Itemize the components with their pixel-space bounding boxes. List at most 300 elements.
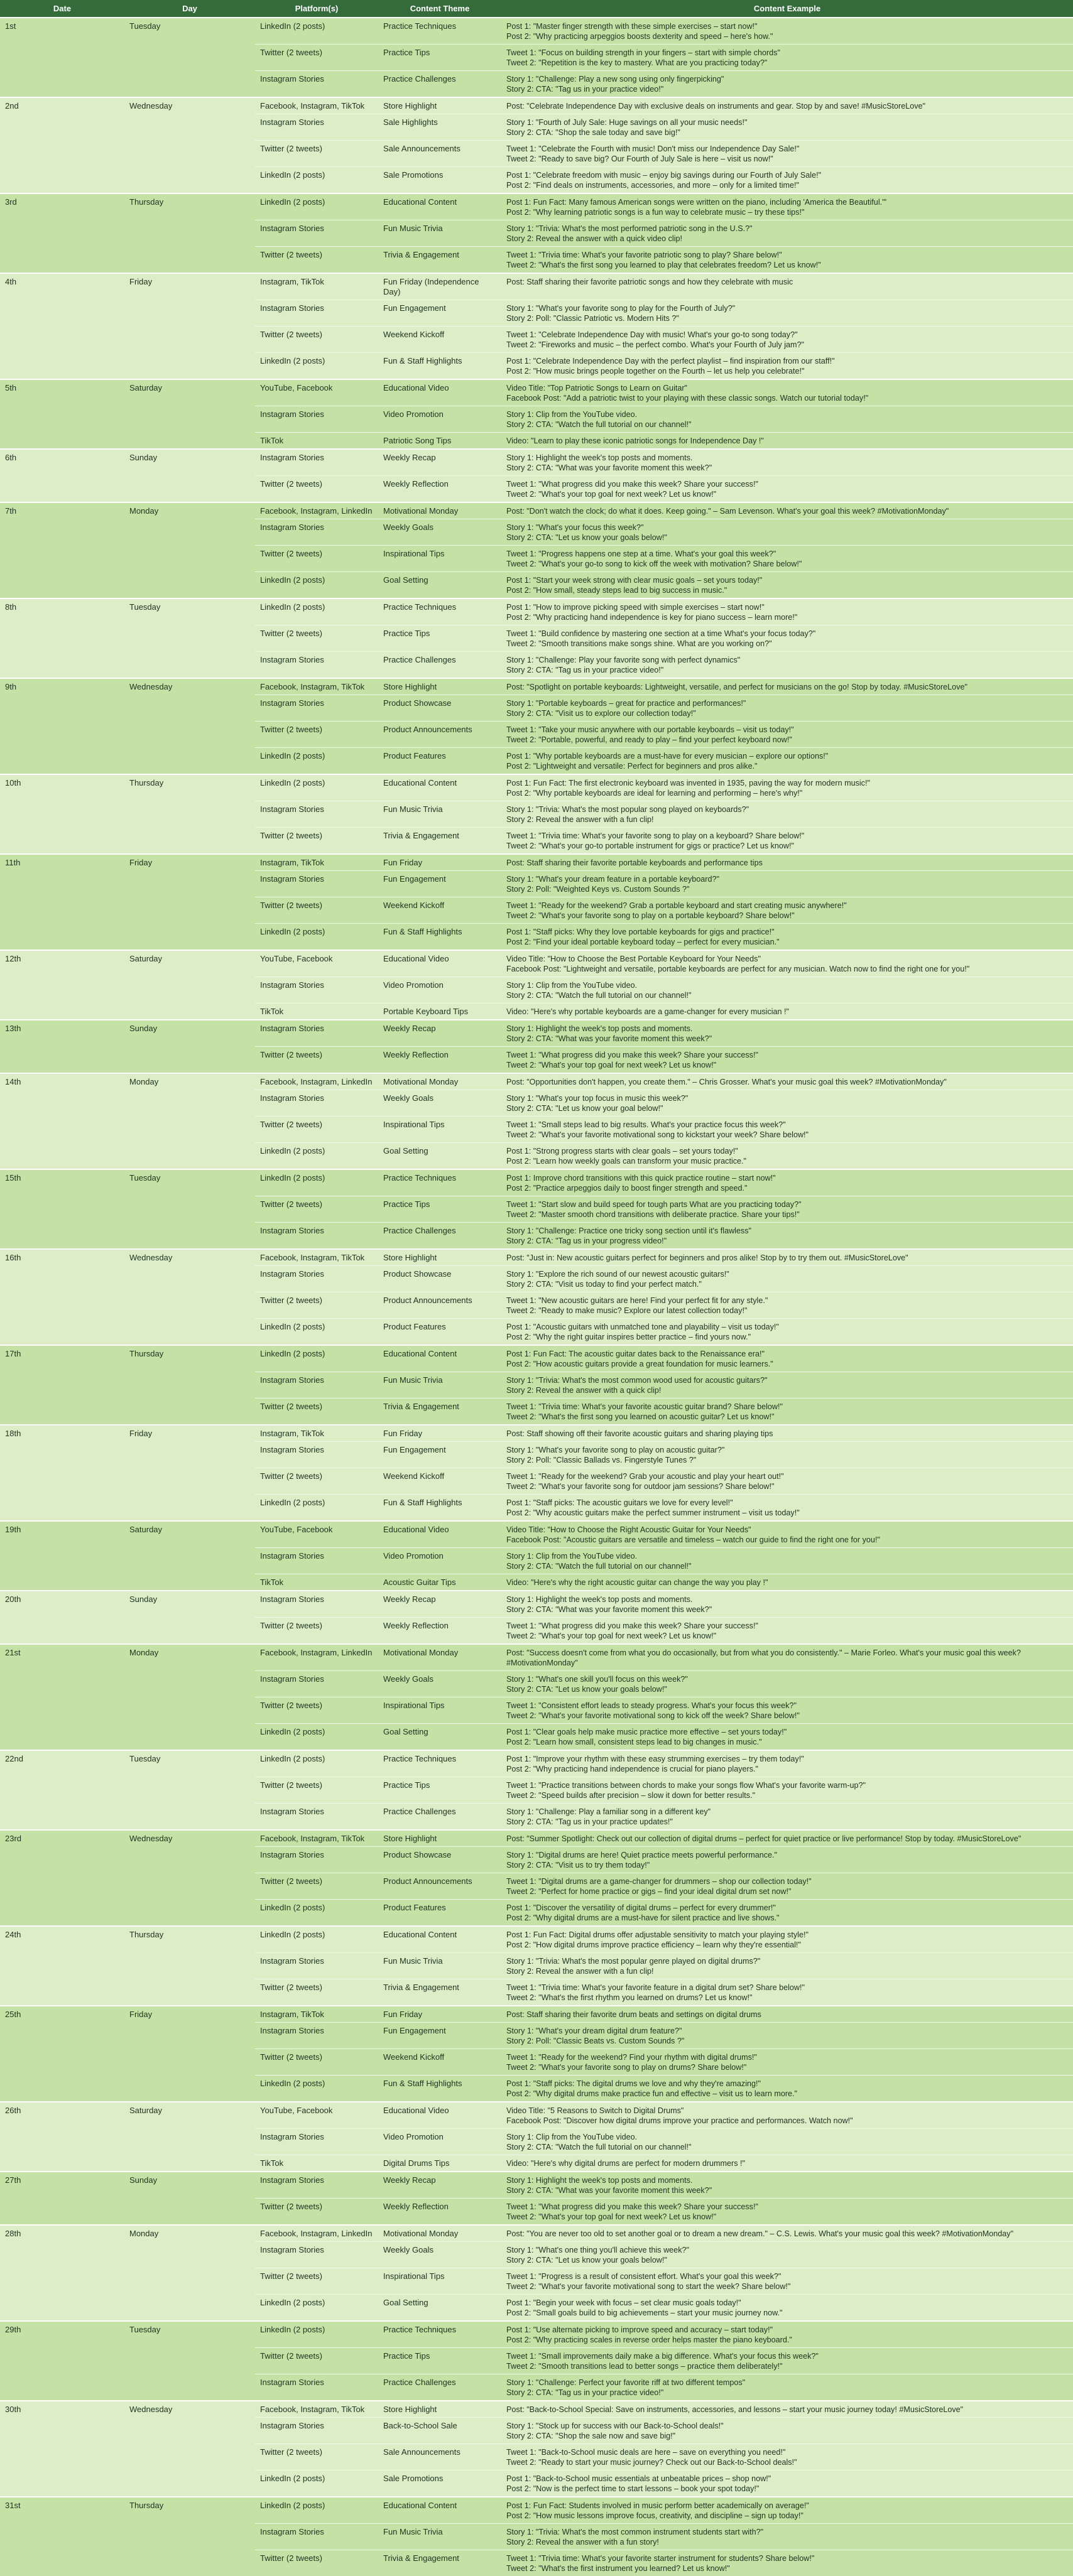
- date-cell: [0, 1979, 124, 2006]
- theme-cell: Weekly Goals: [378, 1671, 501, 1697]
- day-cell: [124, 801, 255, 828]
- platform-cell: Instagram Stories: [255, 406, 378, 433]
- theme-cell: Product Showcase: [378, 1847, 501, 1873]
- example-cell: Post 1: Fun Fact: Digital drums offer adjustable sensitivity to match your playing style!" Post 2: "How digital drums improve practice efficiency – learn why they're essential!": [501, 1926, 1073, 1953]
- example-cell: Story 1: Clip from the YouTube video. Story 2: CTA: "Watch the full tutorial on our channel!": [501, 406, 1073, 433]
- example-cell: Tweet 1: "What progress did you make this week? Share your success!" Tweet 2: "What's your top goal for next week? Let us know!": [501, 476, 1073, 503]
- day-cell: [124, 2049, 255, 2075]
- day-cell: [124, 2444, 255, 2470]
- example-cell: Tweet 1: "Trivia time: What's your favorite feature in a digital drum set? Share below!" Tweet 2: "What's the first rhythm you learned on drums? Let us know!": [501, 1979, 1073, 2006]
- date-cell: 22nd: [0, 1750, 124, 1777]
- example-cell: Story 1: "Challenge: Play your favorite song with perfect dynamics" Story 2: CTA: "Tag us in your practice video!": [501, 652, 1073, 679]
- example-cell: Tweet 1: "Progress is a result of consistent effort. What's your goal this week?" Tweet 2: "What's your favorite motivational song to start the week? Share below!": [501, 2268, 1073, 2295]
- table-row: [0, 1004, 1073, 1020]
- platform-cell: Instagram Stories: [255, 977, 378, 1004]
- day-cell: [124, 1697, 255, 1724]
- date-cell: 5th: [0, 379, 124, 406]
- date-cell: [0, 1671, 124, 1697]
- date-cell: [0, 546, 124, 572]
- date-cell: 11th: [0, 854, 124, 871]
- theme-cell: Sale Highlights: [378, 114, 501, 141]
- day-cell: Friday: [124, 854, 255, 871]
- theme-cell: Goal Setting: [378, 1724, 501, 1751]
- example-cell: Post: Staff showing off their favorite acoustic guitars and sharing playing tips: [501, 1425, 1073, 1442]
- day-cell: [124, 45, 255, 71]
- platform-cell: Instagram Stories: [255, 652, 378, 679]
- day-cell: Saturday: [124, 2102, 255, 2129]
- table-row: [0, 924, 1073, 951]
- table-row: [0, 1495, 1073, 1522]
- header-content-example: Content Example: [501, 0, 1073, 18]
- platform-cell: Instagram Stories: [255, 1591, 378, 1618]
- date-cell: 8th: [0, 598, 124, 625]
- date-cell: [0, 1777, 124, 1804]
- example-cell: Video: "Here's why portable keyboards are a game-changer for every musician !": [501, 1004, 1073, 1020]
- theme-cell: Educational Video: [378, 2102, 501, 2129]
- date-cell: [0, 1319, 124, 1346]
- table-row: [0, 1521, 1073, 1548]
- theme-cell: Fun Friday: [378, 1425, 501, 1442]
- platform-cell: Twitter (2 tweets): [255, 1777, 378, 1804]
- theme-cell: Motivational Monday: [378, 2225, 501, 2242]
- example-cell: Story 1: "What's your top focus in music this week?" Story 2: CTA: "Let us know your goal below!": [501, 1090, 1073, 1117]
- table-row: [0, 1020, 1073, 1047]
- theme-cell: Sale Announcements: [378, 2444, 501, 2470]
- theme-cell: Weekly Recap: [378, 449, 501, 476]
- day-cell: [124, 2268, 255, 2295]
- day-cell: [124, 247, 255, 274]
- day-cell: [124, 1847, 255, 1873]
- platform-cell: Twitter (2 tweets): [255, 828, 378, 855]
- date-cell: [0, 572, 124, 599]
- platform-cell: LinkedIn (2 posts): [255, 572, 378, 599]
- date-cell: [0, 220, 124, 247]
- platform-cell: TikTok: [255, 1574, 378, 1591]
- example-cell: Story 1: "Trivia: What's the most performed patriotic song in the U.S.?" Story 2: Reveal the answer with a quick video clip!: [501, 220, 1073, 247]
- date-cell: [0, 1090, 124, 1117]
- table-row: [0, 652, 1073, 679]
- table-row: [0, 1724, 1073, 1751]
- day-cell: [124, 977, 255, 1004]
- table-row: [0, 1548, 1073, 1574]
- theme-cell: Fun Engagement: [378, 2023, 501, 2049]
- date-cell: [0, 2199, 124, 2226]
- platform-cell: Instagram Stories: [255, 1548, 378, 1574]
- theme-cell: Fun Engagement: [378, 871, 501, 897]
- theme-cell: Weekend Kickoff: [378, 2049, 501, 2075]
- platform-cell: Instagram, TikTok: [255, 273, 378, 300]
- platform-cell: Instagram, TikTok: [255, 1425, 378, 1442]
- theme-cell: Goal Setting: [378, 2295, 501, 2322]
- platform-cell: LinkedIn (2 posts): [255, 1926, 378, 1953]
- table-row: [0, 1425, 1073, 1442]
- table-row: [0, 1953, 1073, 1979]
- theme-cell: Educational Content: [378, 774, 501, 801]
- date-cell: [0, 652, 124, 679]
- example-cell: Story 1: Highlight the week's top posts and moments. Story 2: CTA: "What was your favorite moment this week?": [501, 2172, 1073, 2199]
- date-cell: 6th: [0, 449, 124, 476]
- day-cell: [124, 572, 255, 599]
- date-cell: [0, 1804, 124, 1831]
- example-cell: Story 1: "What's one skill you'll focus on this week?" Story 2: CTA: "Let us know your goals below!": [501, 1671, 1073, 1697]
- date-cell: [0, 1847, 124, 1873]
- day-cell: Saturday: [124, 1521, 255, 1548]
- date-cell: [0, 828, 124, 855]
- theme-cell: Practice Challenges: [378, 1223, 501, 1250]
- platform-cell: Facebook, Instagram, TikTok: [255, 1249, 378, 1266]
- theme-cell: Educational Content: [378, 193, 501, 220]
- theme-cell: Fun Music Trivia: [378, 1953, 501, 1979]
- table-row: [0, 2023, 1073, 2049]
- date-cell: [0, 1468, 124, 1495]
- table-row: [0, 45, 1073, 71]
- theme-cell: Goal Setting: [378, 572, 501, 599]
- date-cell: 9th: [0, 678, 124, 695]
- theme-cell: Educational Video: [378, 1521, 501, 1548]
- table-row: [0, 97, 1073, 114]
- day-cell: Wednesday: [124, 678, 255, 695]
- table-row: [0, 2155, 1073, 2172]
- table-row: [0, 193, 1073, 220]
- header-day: Day: [124, 0, 255, 18]
- table-row: [0, 519, 1073, 546]
- platform-cell: Twitter (2 tweets): [255, 2444, 378, 2470]
- day-cell: [124, 71, 255, 98]
- table-row: [0, 2497, 1073, 2524]
- table-row: [0, 1319, 1073, 1346]
- table-row: [0, 1926, 1073, 1953]
- example-cell: Tweet 1: "Trivia time: What's your favorite starter instrument for students? Share below!" Tweet 2: "What's the first instrument you learned? Let us know!": [501, 2550, 1073, 2576]
- day-cell: [124, 1047, 255, 1074]
- date-cell: [0, 625, 124, 652]
- platform-cell: Instagram Stories: [255, 801, 378, 828]
- table-row: [0, 598, 1073, 625]
- theme-cell: Educational Content: [378, 2497, 501, 2524]
- example-cell: Video Title: "How to Choose the Best Portable Keyboard for Your Needs" Facebook Post: "Lightweight and versatile, portable keyboards are perfect for any musician. Watch now to find the right one for you!": [501, 950, 1073, 977]
- example-cell: Post 1: "Start your week strong with clear music goals – set yours today!" Post 2: "How small, steady steps lead to big success in music.": [501, 572, 1073, 599]
- platform-cell: Instagram Stories: [255, 2418, 378, 2444]
- table-row: [0, 18, 1073, 45]
- platform-cell: Twitter (2 tweets): [255, 897, 378, 924]
- date-cell: 23rd: [0, 1830, 124, 1847]
- example-cell: Story 1: "Portable keyboards – great for practice and performances!" Story 2: CTA: "Visit us to explore our collection today!": [501, 695, 1073, 722]
- day-cell: [124, 1004, 255, 1020]
- table-row: [0, 2242, 1073, 2268]
- date-cell: [0, 1004, 124, 1020]
- date-cell: [0, 2550, 124, 2576]
- table-row: [0, 678, 1073, 695]
- example-cell: Post 1: "Back-to-School music essentials at unbeatable prices – shop now!" Post 2: "Now is the perfect time to start lessons – book your spot today!": [501, 2470, 1073, 2498]
- date-cell: 18th: [0, 1425, 124, 1442]
- platform-cell: Instagram Stories: [255, 1671, 378, 1697]
- table-row: [0, 897, 1073, 924]
- theme-cell: Fun Music Trivia: [378, 2524, 501, 2550]
- theme-cell: Fun Friday: [378, 2006, 501, 2023]
- date-cell: [0, 897, 124, 924]
- date-cell: 14th: [0, 1073, 124, 1090]
- table-row: [0, 1073, 1073, 1090]
- table-row: [0, 2470, 1073, 2498]
- day-cell: [124, 1442, 255, 1468]
- example-cell: Story 1: "Trivia: What's the most common instrument students start with?" Story 2: Reveal the answer with a fun story!: [501, 2524, 1073, 2550]
- example-cell: Post 1: "Why portable keyboards are a must-have for every musician – explore our options!" Post 2: "Lightweight and versatile: Perfect for beginners and pros alike.": [501, 748, 1073, 775]
- table-row: [0, 449, 1073, 476]
- day-cell: Sunday: [124, 2172, 255, 2199]
- date-cell: [0, 300, 124, 327]
- table-row: [0, 1292, 1073, 1319]
- theme-cell: Fun & Staff Highlights: [378, 2075, 501, 2102]
- theme-cell: Product Showcase: [378, 1266, 501, 1292]
- date-cell: [0, 1900, 124, 1927]
- day-cell: [124, 2295, 255, 2322]
- platform-cell: Twitter (2 tweets): [255, 141, 378, 167]
- date-cell: [0, 1442, 124, 1468]
- date-cell: [0, 406, 124, 433]
- theme-cell: Weekly Reflection: [378, 1047, 501, 1074]
- example-cell: Post 1: "Staff picks: Why they love portable keyboards for gigs and practice!" Post 2: "Find your ideal portable keyboard today – perfect for every musician.": [501, 924, 1073, 951]
- table-row: [0, 353, 1073, 380]
- example-cell: Post 1: "Improve your rhythm with these easy strumming exercises – try them today!" Post 2: "Why practicing hand independence is crucial for piano players.": [501, 1750, 1073, 1777]
- date-cell: [0, 1697, 124, 1724]
- example-cell: Tweet 1: "Focus on building strength in your fingers – start with simple chords" Tweet 2: "Repetition is the key to mastery. What are you practicing today?": [501, 45, 1073, 71]
- platform-cell: LinkedIn (2 posts): [255, 353, 378, 380]
- platform-cell: YouTube, Facebook: [255, 950, 378, 977]
- platform-cell: Instagram Stories: [255, 2172, 378, 2199]
- example-cell: Post: Staff sharing their favorite patriotic songs and how they celebrate with music: [501, 273, 1073, 300]
- theme-cell: Weekly Recap: [378, 2172, 501, 2199]
- header-date: Date: [0, 0, 124, 18]
- platform-cell: Instagram Stories: [255, 1847, 378, 1873]
- day-cell: [124, 1468, 255, 1495]
- date-cell: [0, 2348, 124, 2374]
- theme-cell: Inspirational Tips: [378, 1697, 501, 1724]
- example-cell: Post 1: "How to improve picking speed with simple exercises – start now!" Post 2: "Why practicing hand independence is key for piano success – learn more!": [501, 598, 1073, 625]
- day-cell: [124, 1223, 255, 1250]
- day-cell: [124, 300, 255, 327]
- date-cell: [0, 327, 124, 353]
- platform-cell: Twitter (2 tweets): [255, 476, 378, 503]
- example-cell: Post 1: "Clear goals help make music practice more effective – set yours today!" Post 2: "Learn how small, consistent steps lead to big changes in music.": [501, 1724, 1073, 1751]
- theme-cell: Practice Tips: [378, 2348, 501, 2374]
- example-cell: Story 1: "Challenge: Play a new song using only fingerpicking" Story 2: CTA: "Tag us in your practice video!": [501, 71, 1073, 98]
- day-cell: Wednesday: [124, 2401, 255, 2418]
- table-row: [0, 476, 1073, 503]
- example-cell: Story 1: "What's one thing you'll achieve this week?" Story 2: CTA: "Let us know your goals below!": [501, 2242, 1073, 2268]
- date-cell: [0, 2418, 124, 2444]
- theme-cell: Educational Video: [378, 950, 501, 977]
- example-cell: Tweet 1: "What progress did you make this week? Share your success!" Tweet 2: "What's your top goal for next week? Let us know!": [501, 1618, 1073, 1645]
- example-cell: Story 1: "What's your favorite song to play for the Fourth of July?" Story 2: Poll: "Classic Patriotic vs. Modern Hits ?": [501, 300, 1073, 327]
- table-row: [0, 114, 1073, 141]
- example-cell: Story 1: "Challenge: Perfect your favorite riff at two different tempos" Story 2: CTA: "Tag us in your practice video!": [501, 2374, 1073, 2401]
- day-cell: [124, 406, 255, 433]
- example-cell: Post: "You are never too old to set another goal or to dream a new dream." – C.S. Lewis. What's your music goal this week? #MotivationMonday": [501, 2225, 1073, 2242]
- example-cell: Post: "Opportunities don't happen, you create them." – Chris Grosser. What's your music goal this week? #MotivationMonday": [501, 1073, 1073, 1090]
- date-cell: [0, 247, 124, 274]
- example-cell: Tweet 1: "Small steps lead to big results. What's your practice focus this week?" Tweet 2: "What's your favorite motivational song to kickstart your week? Share below!": [501, 1117, 1073, 1143]
- theme-cell: Practice Tips: [378, 45, 501, 71]
- date-cell: [0, 748, 124, 775]
- theme-cell: Fun & Staff Highlights: [378, 924, 501, 951]
- theme-cell: Product Showcase: [378, 695, 501, 722]
- platform-cell: LinkedIn (2 posts): [255, 2497, 378, 2524]
- example-cell: Video: "Learn to play these iconic patriotic songs for Independence Day !": [501, 433, 1073, 450]
- example-cell: Post 1: Fun Fact: The first electronic keyboard was invented in 1935, paving the way for modern music!" Post 2: "Why portable keyboards are ideal for learning and performing – here's why!": [501, 774, 1073, 801]
- theme-cell: Motivational Monday: [378, 1644, 501, 1671]
- date-cell: 13th: [0, 1020, 124, 1047]
- example-cell: Story 1: "Trivia: What's the most common wood used for acoustic guitars?" Story 2: Reveal the answer with a quick clip!: [501, 1372, 1073, 1399]
- day-cell: [124, 327, 255, 353]
- platform-cell: Instagram Stories: [255, 114, 378, 141]
- day-cell: Tuesday: [124, 18, 255, 45]
- platform-cell: LinkedIn (2 posts): [255, 2295, 378, 2322]
- table-row: [0, 2418, 1073, 2444]
- theme-cell: Fun Music Trivia: [378, 801, 501, 828]
- day-cell: Monday: [124, 1073, 255, 1090]
- date-cell: [0, 1724, 124, 1751]
- day-cell: Friday: [124, 1425, 255, 1442]
- example-cell: Story 1: "Trivia: What's the most popular genre played on digital drums?" Story 2: Reveal the answer with a fun clip!: [501, 1953, 1073, 1979]
- day-cell: [124, 519, 255, 546]
- table-row: [0, 1399, 1073, 1426]
- date-cell: [0, 1117, 124, 1143]
- theme-cell: Educational Video: [378, 379, 501, 406]
- table-row: [0, 1090, 1073, 1117]
- day-cell: [124, 1900, 255, 1927]
- platform-cell: TikTok: [255, 433, 378, 450]
- theme-cell: Fun Music Trivia: [378, 1372, 501, 1399]
- table-row: [0, 950, 1073, 977]
- table-row: [0, 2172, 1073, 2199]
- example-cell: Video Title: "5 Reasons to Switch to Digital Drums" Facebook Post: "Discover how digital drums improve your practice and performances. Watch now!": [501, 2102, 1073, 2129]
- date-cell: [0, 1196, 124, 1223]
- theme-cell: Weekly Goals: [378, 519, 501, 546]
- platform-cell: LinkedIn (2 posts): [255, 1750, 378, 1777]
- platform-cell: TikTok: [255, 2155, 378, 2172]
- date-cell: [0, 476, 124, 503]
- day-cell: [124, 2524, 255, 2550]
- day-cell: [124, 1574, 255, 1591]
- platform-cell: Instagram Stories: [255, 2242, 378, 2268]
- platform-cell: Instagram Stories: [255, 1442, 378, 1468]
- table-row: [0, 327, 1073, 353]
- table-row: [0, 2049, 1073, 2075]
- example-cell: Video: "Here's why digital drums are perfect for modern drummers !": [501, 2155, 1073, 2172]
- platform-cell: Twitter (2 tweets): [255, 2199, 378, 2226]
- date-cell: 16th: [0, 1249, 124, 1266]
- table-row: [0, 141, 1073, 167]
- theme-cell: Goal Setting: [378, 1143, 501, 1170]
- example-cell: Post: "Don't watch the clock; do what it does. Keep going." – Sam Levenson. What's your goal this week? #MotivationMonday": [501, 502, 1073, 519]
- theme-cell: Practice Techniques: [378, 1169, 501, 1196]
- date-cell: 24th: [0, 1926, 124, 1953]
- platform-cell: Facebook, Instagram, TikTok: [255, 1830, 378, 1847]
- table-row: [0, 1345, 1073, 1372]
- day-cell: [124, 828, 255, 855]
- date-cell: [0, 2374, 124, 2401]
- date-cell: [0, 1223, 124, 1250]
- platform-cell: LinkedIn (2 posts): [255, 167, 378, 194]
- table-row: [0, 379, 1073, 406]
- day-cell: Tuesday: [124, 598, 255, 625]
- theme-cell: Practice Techniques: [378, 1750, 501, 1777]
- date-cell: [0, 167, 124, 194]
- theme-cell: Inspirational Tips: [378, 2268, 501, 2295]
- table-row: [0, 2225, 1073, 2242]
- example-cell: Tweet 1: "What progress did you make this week? Share your success!" Tweet 2: "What's your top goal for next week? Let us know!": [501, 2199, 1073, 2226]
- example-cell: Tweet 1: "Small improvements daily make a big difference. What's your focus this week?" Tweet 2: "Smooth transitions lead to better songs – practice them deliberately!": [501, 2348, 1073, 2374]
- theme-cell: Practice Challenges: [378, 1804, 501, 1831]
- theme-cell: Practice Techniques: [378, 18, 501, 45]
- example-cell: Post 1: "Strong progress starts with clear goals – set yours today!" Post 2: "Learn how weekly goals can transform your music practice.": [501, 1143, 1073, 1170]
- table-row: [0, 2401, 1073, 2418]
- example-cell: Post: "Spotlight on portable keyboards: Lightweight, versatile, and perfect for musicians on the go! Stop by today. #MusicStoreLove": [501, 678, 1073, 695]
- example-cell: Video Title: "Top Patriotic Songs to Learn on Guitar" Facebook Post: "Add a patriotic twist to your playing with these classic songs. Watch our tutorial today!": [501, 379, 1073, 406]
- table-row: [0, 1830, 1073, 1847]
- example-cell: Story 1: Clip from the YouTube video. Story 2: CTA: "Watch the full tutorial on our channel!": [501, 2129, 1073, 2155]
- example-cell: Story 1: "What's your favorite song to play on acoustic guitar?" Story 2: Poll: "Classic Ballads vs. Fingerstyle Tunes ?": [501, 1442, 1073, 1468]
- table-row: [0, 1169, 1073, 1196]
- theme-cell: Inspirational Tips: [378, 546, 501, 572]
- theme-cell: Product Announcements: [378, 1292, 501, 1319]
- theme-cell: Weekend Kickoff: [378, 327, 501, 353]
- platform-cell: Twitter (2 tweets): [255, 1399, 378, 1426]
- platform-cell: Instagram Stories: [255, 2374, 378, 2401]
- example-cell: Tweet 1: "Ready for the weekend? Grab a portable keyboard and start creating music anywhere!" Tweet 2: "What's your favorite song to play on a portable keyboard? Share below!": [501, 897, 1073, 924]
- example-cell: Post 1: "Staff picks: The digital drums we love and why they're amazing!" Post 2: "Why digital drums make practice fun and effective – visit us to learn more.": [501, 2075, 1073, 2102]
- platform-cell: Twitter (2 tweets): [255, 546, 378, 572]
- day-cell: [124, 1873, 255, 1900]
- example-cell: Post 1: Fun Fact: The acoustic guitar dates back to the Renaissance era!" Post 2: "How acoustic guitars provide a great foundation for music learners.": [501, 1345, 1073, 1372]
- date-cell: [0, 2155, 124, 2172]
- example-cell: Post: Staff sharing their favorite drum beats and settings on digital drums: [501, 2006, 1073, 2023]
- example-cell: Tweet 1: "Digital drums are a game-changer for drummers – shop our collection today!" Tweet 2: "Perfect for home practice or gigs – find your ideal digital drum set now!": [501, 1873, 1073, 1900]
- theme-cell: Motivational Monday: [378, 502, 501, 519]
- theme-cell: Fun & Staff Highlights: [378, 1495, 501, 1522]
- example-cell: Post 1: "Celebrate freedom with music – enjoy big savings during our Fourth of July Sale!" Post 2: "Find deals on instruments, accessories, and more – only for a limited time!": [501, 167, 1073, 194]
- example-cell: Post 1: "Staff picks: The acoustic guitars we love for every level!" Post 2: "Why acoustic guitars make the perfect summer instrument – visit us today!": [501, 1495, 1073, 1522]
- theme-cell: Digital Drums Tips: [378, 2155, 501, 2172]
- theme-cell: Practice Techniques: [378, 2321, 501, 2348]
- date-cell: [0, 71, 124, 98]
- table-row: [0, 220, 1073, 247]
- example-cell: Post: "Back-to-School Special: Save on instruments, accessories, and lessons – start your music journey today! #MusicStoreLove": [501, 2401, 1073, 2418]
- theme-cell: Store Highlight: [378, 1830, 501, 1847]
- date-cell: [0, 2129, 124, 2155]
- example-cell: Tweet 1: "New acoustic guitars are here! Find your perfect fit for any style." Tweet 2: "Ready to make music? Explore our latest collection today!": [501, 1292, 1073, 1319]
- date-cell: [0, 722, 124, 748]
- date-cell: 26th: [0, 2102, 124, 2129]
- theme-cell: Trivia & Engagement: [378, 1979, 501, 2006]
- platform-cell: Instagram Stories: [255, 871, 378, 897]
- theme-cell: Practice Challenges: [378, 71, 501, 98]
- day-cell: Friday: [124, 273, 255, 300]
- date-cell: [0, 1548, 124, 1574]
- day-cell: [124, 220, 255, 247]
- example-cell: Tweet 1: "Trivia time: What's your favorite patriotic song to play? Share below!" Tweet 2: "What's the first song you learned to play that celebrates freedom? Let us know!": [501, 247, 1073, 274]
- day-cell: [124, 924, 255, 951]
- date-cell: 3rd: [0, 193, 124, 220]
- day-cell: [124, 476, 255, 503]
- day-cell: [124, 722, 255, 748]
- day-cell: Monday: [124, 2225, 255, 2242]
- day-cell: Sunday: [124, 1020, 255, 1047]
- platform-cell: Instagram Stories: [255, 2129, 378, 2155]
- day-cell: [124, 114, 255, 141]
- platform-cell: LinkedIn (2 posts): [255, 598, 378, 625]
- platform-cell: Facebook, Instagram, TikTok: [255, 97, 378, 114]
- example-cell: Tweet 1: "Take your music anywhere with our portable keyboards – visit us today!" Tweet 2: "Portable, powerful, and ready to play – find your perfect keyboard now!": [501, 722, 1073, 748]
